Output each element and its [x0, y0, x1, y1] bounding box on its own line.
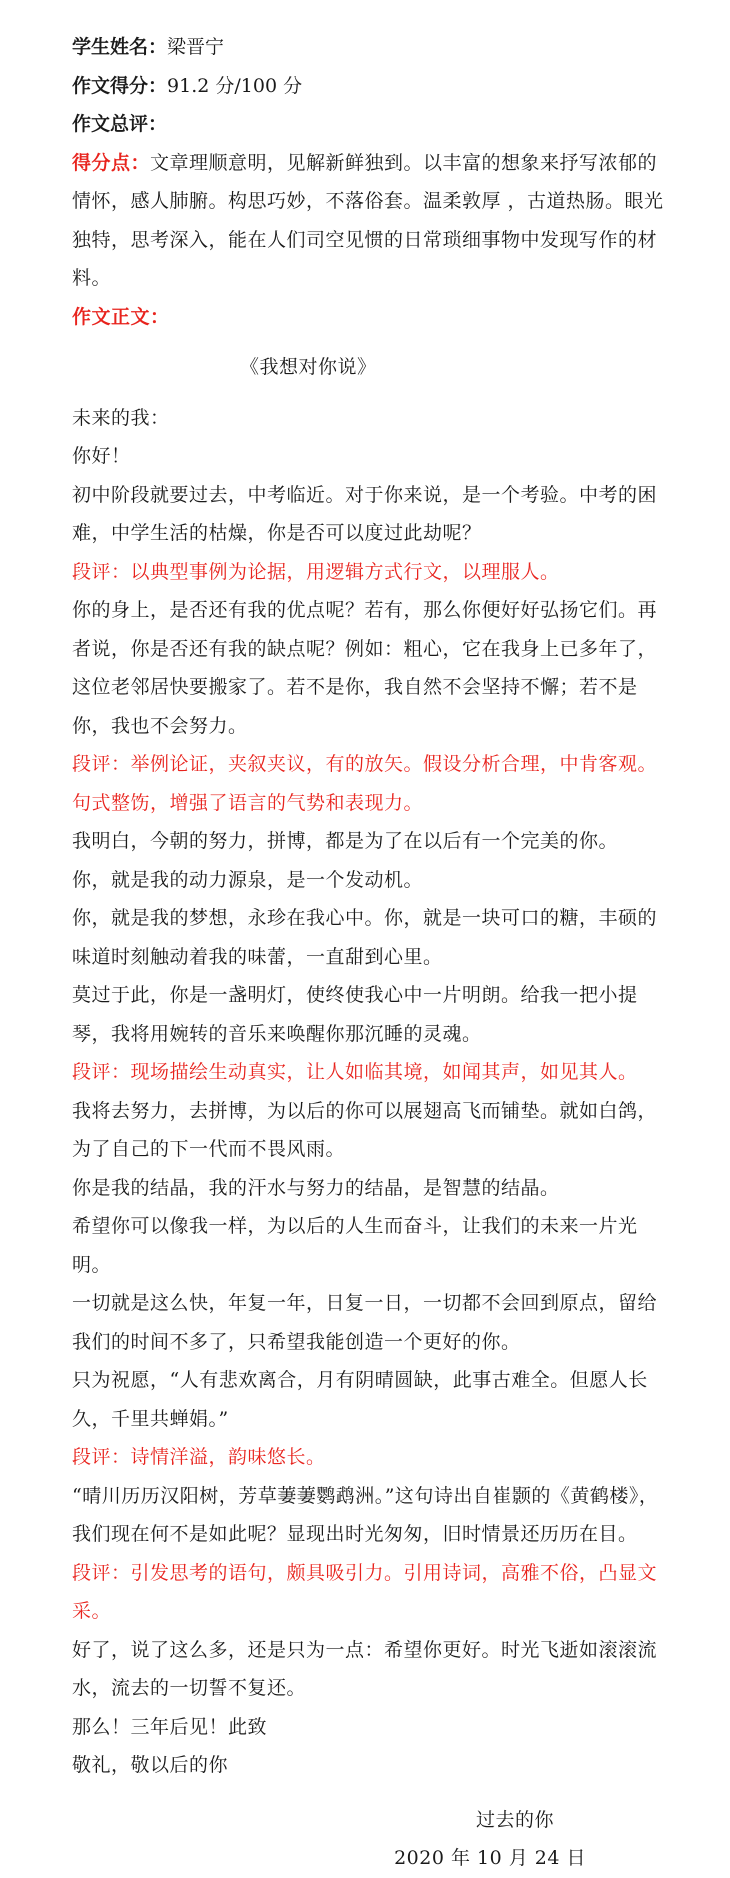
body-heading: 作文正文：	[72, 305, 170, 328]
signature-date: 2020 年 10 月 24 日	[394, 1847, 586, 1869]
essay-paragraph: 我将去努力，去拼博，为以后的你可以展翅高飞而铺垫。就如白鸽，为了自己的下一代而不畏风雨。	[72, 1099, 658, 1160]
essay-paragraph: 我明白，今朝的努力，拼博，都是为了在以后有一个完美的你。	[72, 830, 619, 852]
paragraph-comment: 段评：以典型事例为论据，用逻辑方式行文，以理服人。	[72, 560, 560, 583]
score-value: 91.2 分/100 分	[167, 74, 303, 97]
paragraph-comment: 段评：举例论证，夹叙夹议，有的放矢。假设分析合理，中肯客观。句式整饬，增强了语言的气势和表现力。	[72, 753, 658, 814]
essay-paragraph: 你是我的结晶，我的汗水与努力的结晶，是智慧的结晶。	[72, 1176, 560, 1199]
points-text: 文章理顺意明，见解新鲜独到。以丰富的想象来抒写浓郁的情怀，感人肺腑。构思巧妙，不落俗套。温柔敦厚 ，古道热肠。眼光独特，思考深入，能在人们司空见惯的日常琐细事物中发现写作的材料。	[72, 151, 664, 289]
points-label: 得分点：	[72, 151, 151, 174]
essay-title: 《我想对你说》	[240, 356, 377, 378]
essay-paragraph: 初中阶段就要过去，中考临近。对于你来说，是一个考验。中考的困难，中学生活的枯燥，你是否可以度过此劫呢？	[72, 483, 658, 544]
comment-heading-row	[72, 105, 672, 144]
essay-paragraph: “晴川历历汉阳树，芳草萋萋鹦鹉洲。”这句诗出自崔颢的《黄鹤楼》，我们现在何不是如此呢？显现出时光匆匆，旧时情景还历历在目。	[72, 1484, 659, 1545]
signature-name: 过去的你	[475, 1808, 554, 1831]
score-label: 作文得分：	[72, 74, 168, 97]
points-paragraph	[72, 144, 672, 298]
paragraph-comment: 段评：现场描绘生动真实，让人如临其境，如闻其声，如见其人。	[72, 1061, 638, 1083]
essay-closing: 敬礼，敬以后的你	[72, 1754, 229, 1776]
paragraph-comment: 段评：诗情洋溢，韵味悠长。	[72, 1446, 326, 1468]
essay-paragraph: 只为祝愿，“人有悲欢离合，月有阴晴圆缺，此事古难全。但愿人长久，千里共蝉娟。”	[72, 1369, 648, 1430]
essay-greeting: 你好！	[72, 445, 131, 467]
essay-paragraph: 希望你可以像我一样，为以后的人生而奋斗，让我们的未来一片光明。	[72, 1215, 638, 1276]
student-name-label: 学生姓名：	[72, 36, 168, 58]
essay-paragraph: 你，就是我的梦想，永珍在我心中。你，就是一块可口的糖，丰硕的味道时刻触动着我的味蕾，一直甜到心里。	[72, 907, 658, 968]
paragraph-comment: 段评：引发思考的语句，颇具吸引力。引用诗词，高雅不俗，凸显文采。	[72, 1561, 658, 1622]
essay-paragraph: 那么！三年后见！此致	[72, 1715, 268, 1738]
student-name-row	[72, 28, 672, 67]
comment-heading: 作文总评：	[72, 113, 168, 135]
essay-paragraph: 一切就是这么快，年复一年，日复一日，一切都不会回到原点，留给我们的时间不多了，只希望我能创造一个更好的你。	[72, 1292, 658, 1353]
essay-paragraph: 你，就是我的动力源泉，是一个发动机。	[72, 868, 424, 891]
essay-paragraph: 你的身上，是否还有我的优点呢？若有，那么你便好好弘扬它们。再者说，你是否还有我的缺点呢？例如：粗心，它在我身上已多年了，这位老邻居快要搬家了。若不是你，我自然不会坚持不懈；若不是你，我也不会努力。	[72, 599, 658, 737]
student-name-value: 梁晋宁	[167, 36, 225, 58]
score-row	[72, 67, 672, 106]
essay-document	[72, 0, 672, 1878]
essay-paragraph: 莫过于此，你是一盏明灯，使终使我心中一片明朗。给我一把小提琴，我将用婉转的音乐来唤醒你那沉睡的灵魂。	[72, 984, 638, 1045]
essay-salutation: 未来的我：	[72, 406, 170, 429]
essay-paragraph: 好了，说了这么多，还是只为一点：希望你更好。时光飞逝如滚滚流水，流去的一切誓不复还。	[72, 1638, 658, 1699]
